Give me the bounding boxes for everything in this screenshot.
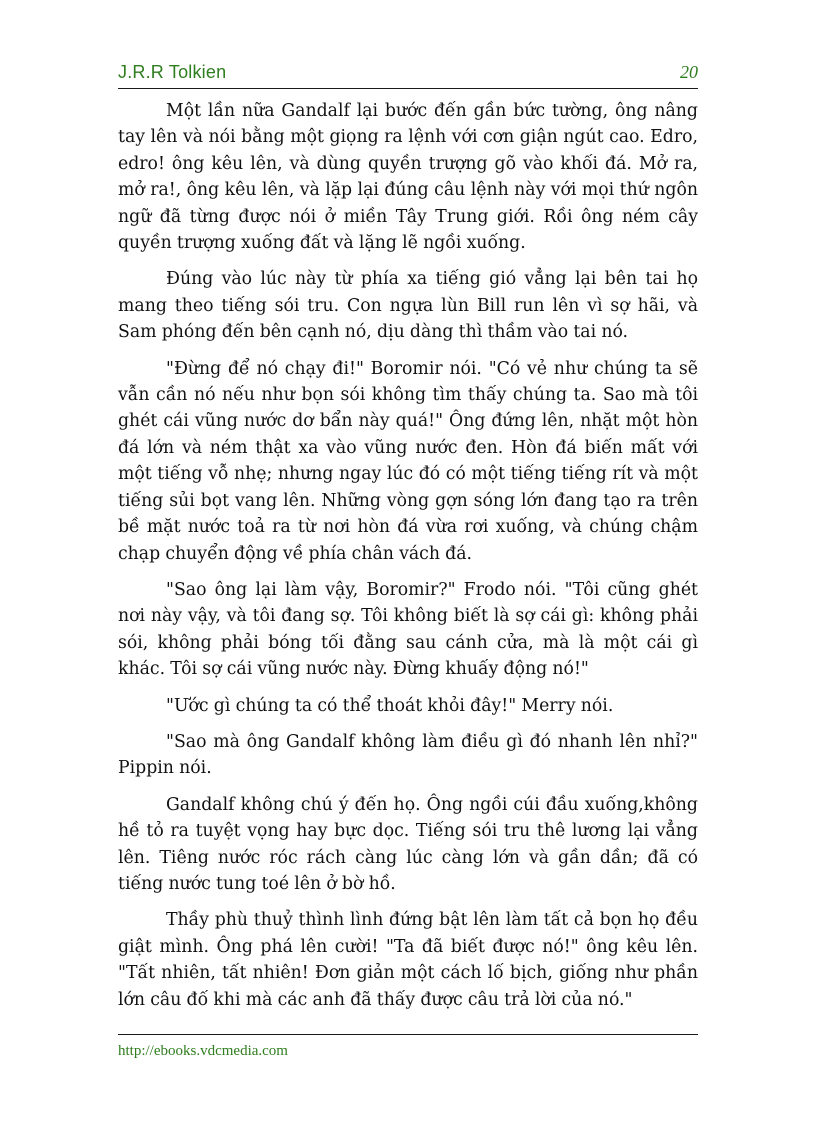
paragraph: "Sao mà ông Gandalf không làm điều gì đó nhanh lên nhỉ?" Pippin nói. [118, 731, 698, 779]
paragraph: "Đừng để nó chạy đi!" Boromir nói. "Có vẻ như chúng ta sẽ vẫn cần nó nếu như bọn sói không tìm thấy chúng ta. Sao mà tôi ghét cái vũng nước dơ bẩn này quá!" Ông đứng lên, nhặt một hòn đá lớn và ném thật xa vào vũng nước đen. Hòn đá biến mất với một tiếng vỗ nhẹ; nhưng ngay lúc đó có một tiếng tiếng rít và một tiếng sủi bọt vang lên. Những vòng gợn sóng lớn đang tạo ra trên bề mặt nước toả ra từ nơi hòn đá vừa rơi xuống, và chúng chậm chạp chuyển động về phía chân vách đá. [118, 358, 698, 564]
paragraph: Gandalf không chú ý đến họ. Ông ngồi cúi đầu xuống,không hề tỏ ra tuyệt vọng hay bực dọc. Tiếng sói tru thê lương lại vẳng lên. Tiêng nước róc rách càng lúc càng lớn và gần dần; đã có tiếng nước tung toé lên ở bờ hồ. [118, 794, 698, 894]
paragraph: Đúng vào lúc này từ phía xa tiếng gió vẳng lại bên tai họ mang theo tiếng sói tru. Con ngựa lùn Bill run lên vì sợ hãi, và Sam phóng đến bên cạnh nó, dịu dàng thì thầm vào tai nó. [118, 269, 698, 343]
page-number: 20 [680, 62, 698, 82]
paragraph: "Sao ông lại làm vậy, Boromir?" Frodo nói. "Tôi cũng ghét nơi này vậy, và tôi đang sợ. Tôi không biết là sợ cái gì: không phải sói, không phải bóng tối đằng sau cánh cửa, mà là một cái gì khác. Tôi sợ cái vũng nước này. Đừng khuấy động nó!" [118, 579, 698, 680]
paragraph: Một lần nữa Gandalf lại bước đến gần bức tường, ông nâng tay lên và nói bằng một giọng ra lệnh với cơn giận ngút cao. Edro, edro! ông kêu lên, và dùng quyền trượng gõ vào khối đá. Mở ra, mở ra!, ông kêu lên, và lặp lại đúng câu lệnh này với mọi thứ ngôn ngữ đã từng được nói ở miền Tây Trung giới. Rồi ông ném cây quyền trượng xuống đất và lặng lẽ ngồi xuống. [118, 101, 698, 254]
page-header [118, 62, 698, 88]
page-body [118, 98, 698, 1023]
paragraph: "Ước gì chúng ta có thể thoát khỏi đây!" Merry nói. [166, 695, 614, 716]
paragraph: Thầy phù thuỷ thình lình đứng bật lên làm tất cả bọn họ đều giật mình. Ông phá lên cười! "Ta đã biết được nó!" ông kêu lên. "Tất nhiên, tất nhiên! Đơn giản một cách lố bịch, giống như phần lớn câu đố khi mà các anh đã thấy được câu trả lời của nó." [118, 910, 698, 1010]
author-name: J.R.R Tolkien [118, 62, 227, 82]
header-divider [118, 88, 698, 89]
footer-link[interactable]: http://ebooks.vdcmedia.com [118, 1043, 288, 1059]
footer-divider [118, 1034, 698, 1035]
